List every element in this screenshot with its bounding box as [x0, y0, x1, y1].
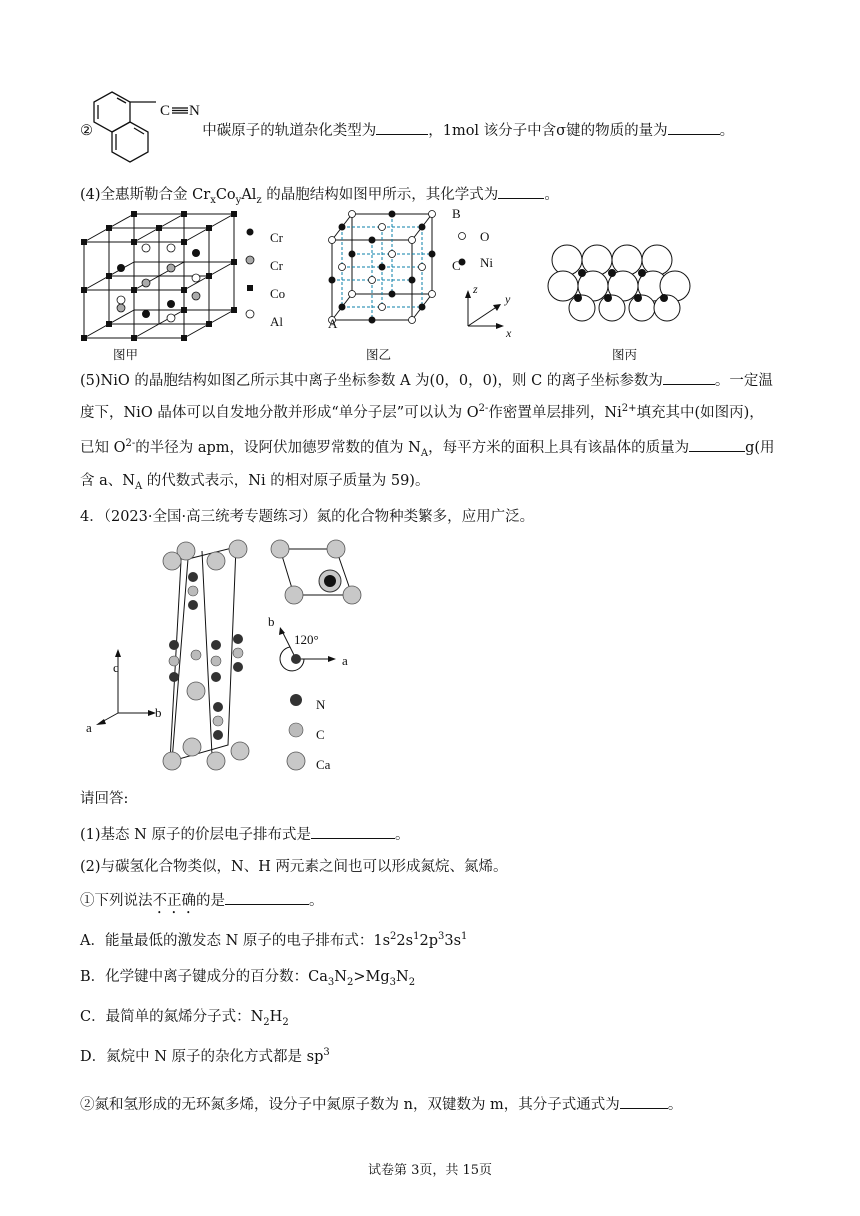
angle-label: 120°: [294, 632, 319, 647]
answer-blank: [689, 437, 745, 452]
axis-c: c: [113, 660, 119, 675]
caption-jia: 图甲: [113, 347, 139, 362]
q4-sub1: ①下列说法不正确的是 。: [80, 890, 324, 917]
q4-part2: (2)与碳氢化合物类似，N、H 两元素之间也可以形成氮烷、氮烯。: [80, 859, 508, 875]
legend-cr-black: Cr: [270, 230, 283, 245]
answer-blank: [668, 120, 720, 135]
option-d: D．氮烷中 N 原子的杂化方式都是 $sp^3$: [80, 1047, 330, 1065]
legend-ca: Ca: [316, 757, 331, 772]
point-b-label: B: [452, 206, 461, 221]
axis-z: z: [473, 282, 478, 296]
answer-blank: [663, 370, 715, 385]
axis-a: a: [86, 720, 92, 735]
option-c: C．最简单的氮烯分子式：$N_2H_2$: [80, 1009, 289, 1028]
axis-a-top: a: [342, 653, 348, 668]
legend-jia: [270, 224, 285, 336]
answer-blank: [225, 890, 309, 905]
page-footer: 试卷第 3页，共 15页: [367, 1163, 493, 1178]
q3-part5-line1: (5)NiO 的晶胞结构如图乙所示其中离子坐标参数 A 为(0，0，0)，则 C 的离子坐标参数为 。一定温: [80, 370, 773, 391]
item-number: ②: [80, 123, 93, 139]
legend-n: N: [316, 697, 326, 712]
option-a: A．能量最低的激发态 N 原子的电子排布式：$1s^22s^12p^33s^1$: [80, 931, 468, 949]
q4-part1: (1)基态 N 原子的价层电子排布式是 。: [80, 824, 409, 845]
point-c-label: C: [452, 258, 461, 273]
legend-q4: [316, 690, 330, 780]
q3-part4: (4)全惠斯勒合金 $Cr_xCo_yAl_z$ 的晶胞结构如图甲所示，其化学式为 。: [80, 184, 559, 205]
point-a-label: A: [328, 316, 338, 331]
legend-co: Co: [270, 286, 286, 301]
answer-blank: [311, 824, 395, 839]
legend-o: O: [480, 229, 490, 244]
axis-b-top: b: [268, 614, 275, 629]
q3-item2-line: ② 中碳原子的轨道杂化类型为 ，1mol 该分子中含σ键的物质的量为 。: [80, 120, 734, 141]
figure-bing-monolayer: [546, 240, 692, 322]
q3-part5-line4: 含 a、$N_A$ 的代数式表示，Ni 的相对原子质量为 59)。: [80, 473, 430, 492]
caption-bing: 图丙: [612, 347, 638, 362]
item2-text-a: 中碳原子的轨道杂化类型为: [202, 123, 377, 139]
option-b: B．化学键中离子键成分的百分数：$Ca_3N_2>Mg_3N_2$: [80, 969, 416, 988]
axis-b: b: [155, 705, 162, 720]
axis-x: x: [506, 326, 512, 340]
item2-text-b: ，1mol 该分子中含σ键的物质的量为: [428, 123, 668, 139]
q3-part5-line2: 度下，NiO 晶体可以自发地分散并形成“单分子层”可以认为 $O^{2-}$作密置单层排列，$Ni^{2+}$填充其中(如图丙)，: [80, 403, 764, 421]
please-answer: 请回答:: [80, 791, 129, 807]
q3-part5-line3: 已知 $O^{2-}$的半径为 apm，设阿伏加德罗常数的值为 $N_A$，每平方米的面积上具有该晶体的质量为 g(用: [80, 438, 775, 459]
svg-text:N: N: [189, 103, 200, 119]
legend-c: C: [316, 727, 325, 742]
answer-blank: [620, 1094, 668, 1109]
legend-al: Al: [270, 314, 283, 329]
svg-text:C: C: [160, 103, 171, 119]
q4-sub2: ②氮和氢形成的无环氮多烯，设分子中氮原子数为 n，双键数为 m，其分子式通式为 。: [80, 1094, 682, 1115]
caption-yi: 图乙: [366, 347, 392, 362]
answer-blank: [498, 184, 544, 199]
legend-ni: Ni: [480, 255, 493, 270]
axis-y: y: [505, 292, 511, 306]
question-4-title: 4．（2023·全国·高三统考专题练习）氮的化合物种类繁多，应用广泛。: [80, 509, 535, 525]
answer-blank: [376, 120, 428, 135]
legend-cr-gray: Cr: [270, 258, 283, 273]
figure-jia-heusler-cell: [78, 208, 348, 346]
figure-yi-nio-cell: [328, 206, 528, 346]
